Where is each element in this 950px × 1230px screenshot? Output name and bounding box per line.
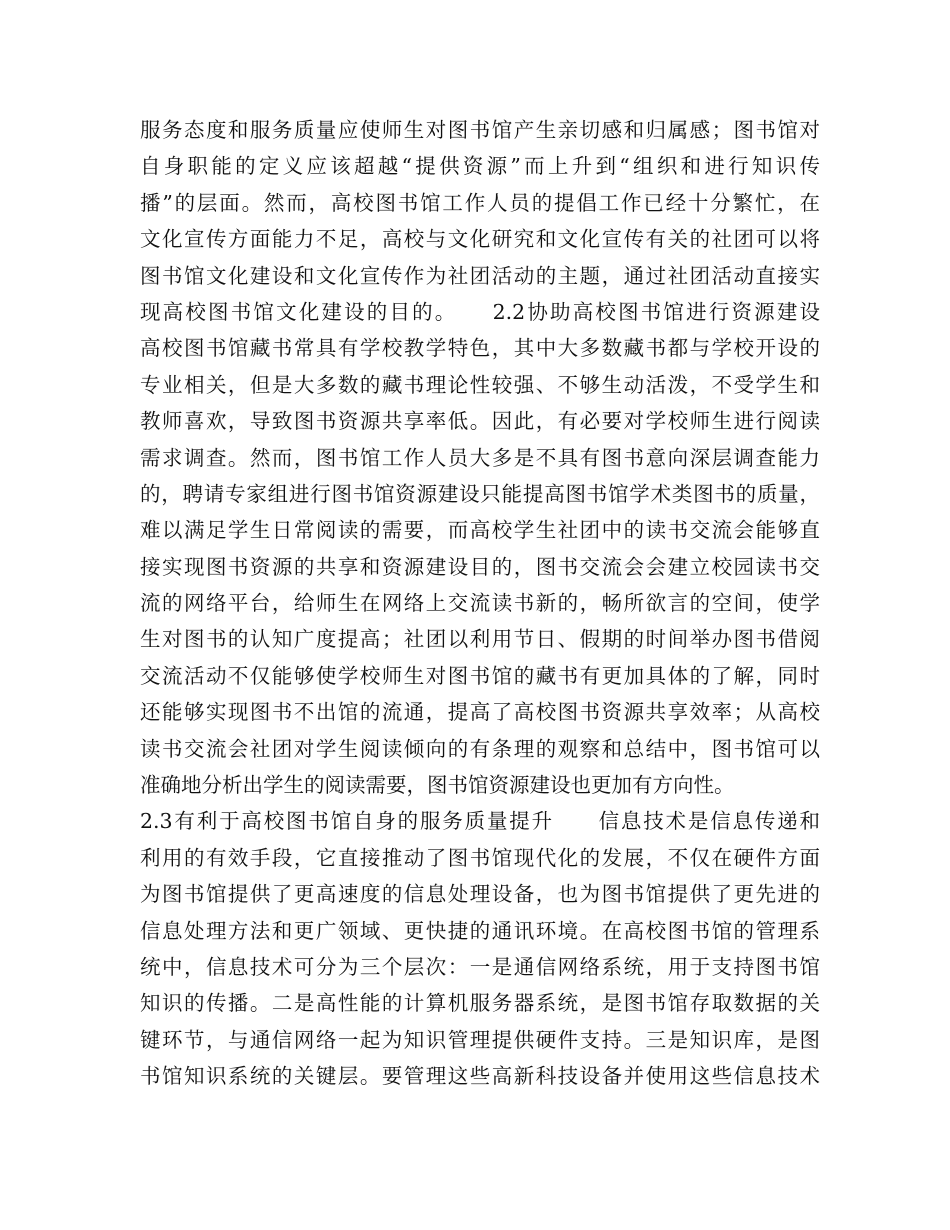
text-line: 接实现图书资源的共享和资源建设目的，图书交流会会建立校园读书交 — [140, 554, 820, 579]
text-line: 图书馆文化建设和文化宣传作为社团活动的主题，通过社团活动直接实 — [140, 263, 820, 288]
text-line: 高校图书馆藏书常具有学校教学特色，其中大多数藏书都与学校开设的 — [140, 336, 820, 361]
text-line: 专业相关，但是大多数的藏书理论性较强、不够生动活泼，不受学生和 — [140, 372, 820, 397]
text-line: 知识的传播。二是高性能的计算机服务器系统，是图书馆存取数据的关 — [140, 991, 820, 1016]
text-line: 现高校图书馆文化建设的目的。 2.2协助高校图书馆进行资源建设 — [140, 299, 820, 324]
text-line: 的，聘请专家组进行图书馆资源建设只能提高图书馆学术类图书的质量， — [140, 481, 820, 506]
text-line: 流的网络平台，给师生在网络上交流读书新的，畅所欲言的空间，使学 — [140, 591, 820, 616]
text-line: 服务态度和服务质量应使师生对图书馆产生亲切感和归属感；图书馆对 — [140, 118, 820, 142]
body-text — [140, 112, 820, 1095]
text-line: 教师喜欢，导致图书资源共享率低。因此，有必要对学校师生进行阅读 — [140, 409, 820, 434]
text-line: 为图书馆提供了更高速度的信息处理设备，也为图书馆提供了更先进的 — [140, 882, 820, 907]
text-line: 需求调查。然而，图书馆工作人员大多是不具有图书意向深层调查能力 — [140, 445, 820, 470]
text-line: 难以满足学生日常阅读的需要，而高校学生社团中的读书交流会能够直 — [140, 518, 820, 543]
text-line: 信息处理方法和更广领域、更快捷的通讯环境。在高校图书馆的管理系 — [140, 918, 820, 943]
text-line: 交流活动不仅能够使学校师生对图书馆的藏书有更加具体的了解，同时 — [140, 663, 820, 688]
text-line: 键环节，与通信网络一起为知识管理提供硬件支持。三是知识库，是图 — [140, 1027, 820, 1052]
text-line: 利用的有效手段，它直接推动了图书馆现代化的发展，不仅在硬件方面 — [140, 845, 820, 870]
text-line: 2.3有利于高校图书馆自身的服务质量提升 信息技术是信息传递和 — [140, 809, 820, 834]
text-line: 生对图书的认知广度提高；社团以利用节日、假期的时间举办图书借阅 — [140, 627, 820, 652]
text-line: 自身职能的定义应该超越“提供资源”而上升到“组织和进行知识传 — [140, 154, 820, 179]
text-line: 书馆知识系统的关键层。要管理这些高新科技设备并使用这些信息技术 — [140, 1064, 820, 1089]
text-line: 文化宣传方面能力不足，高校与文化研究和文化宣传有关的社团可以将 — [140, 227, 820, 252]
text-line: 还能够实现图书不出馆的流通，提高了高校图书资源共享效率；从高校 — [140, 700, 820, 725]
text-line: 统中，信息技术可分为三个层次：一是通信网络系统，用于支持图书馆 — [140, 954, 820, 979]
text-line: 读书交流会社团对学生阅读倾向的有条理的观察和总结中，图书馆可以 — [140, 736, 820, 761]
text-line: 播”的层面。然而，高校图书馆工作人员的提倡工作已经十分繁忙，在 — [140, 190, 820, 215]
text-line: 准确地分析出学生的阅读需要，图书馆资源建设也更加有方向性。 — [140, 773, 735, 798]
